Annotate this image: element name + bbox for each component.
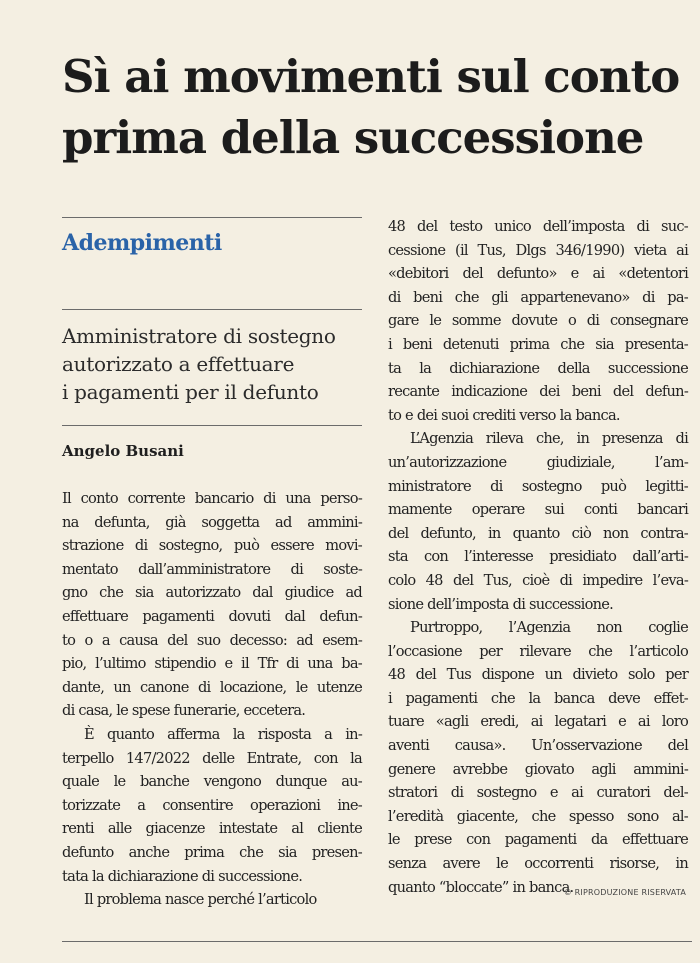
text-line: le prese con pagamenti da effettuare — [388, 831, 688, 849]
text-line: quale le banche vengono dunque au- — [62, 773, 362, 791]
byline: Angelo Busani — [62, 442, 184, 460]
text-line: pio, l’ultimo stipendio e il Tfr di una ba- — [62, 655, 362, 673]
paragraph — [62, 888, 362, 912]
text-line: di beni che gli appartenevano» di pa- — [388, 288, 688, 306]
paragraph — [62, 487, 362, 723]
text-line: senza avere le occorrenti risorse, in — [388, 855, 688, 873]
text-line: recante indicazione dei beni del defun- — [388, 383, 688, 401]
paragraph — [388, 616, 688, 899]
subtitle — [62, 322, 362, 406]
text-line: sta con l’interesse presidiato dall’arti- — [388, 548, 688, 566]
text-line: to o a causa del suo decesso: ad esem- — [62, 631, 362, 649]
rule-top — [62, 217, 362, 218]
text-line: mentato dall’amministratore di soste- — [62, 560, 362, 578]
text-line: dante, un canone di locazione, le utenze — [62, 678, 362, 696]
paragraph — [62, 723, 362, 888]
text-line: cessione (il Tus, Dlgs 346/1990) vieta ai — [388, 241, 688, 259]
rule-byline — [62, 425, 362, 426]
text-line: ta la dichiarazione della successione — [388, 359, 688, 377]
text-line: 48 del Tus dispone un divieto solo per — [388, 666, 688, 684]
text-line: renti alle giacenze intestate al cliente — [62, 820, 362, 838]
text-line: di casa, le spese funerarie, eccetera. — [62, 702, 306, 720]
text-line: colo 48 del Tus, cioè di impedire l’eva- — [388, 571, 688, 589]
text-line: aventi causa». Un’osservazione del — [388, 737, 688, 755]
rule-mid — [62, 309, 362, 310]
text-line: strazione di sostegno, può essere movi- — [62, 537, 362, 555]
text-line: un’autorizzazione giudiziale, l’am- — [388, 453, 688, 471]
headline-line: Sì ai movimenti sul conto — [62, 50, 680, 103]
article-column-1 — [62, 487, 362, 912]
text-line: «debitori del defunto» e ai «detentori — [388, 265, 688, 283]
text-line: terpello 147/2022 delle Entrate, con la — [62, 749, 362, 767]
section-kicker: Adempimenti — [62, 230, 222, 256]
headline — [62, 46, 692, 168]
text-line: l’eredità giacente, che spesso sono al- — [388, 807, 688, 825]
text-line: i beni detenuti prima che sia presenta- — [388, 335, 688, 353]
text-line: sione dell’imposta di successione. — [388, 595, 614, 613]
text-line: L’Agenzia rileva che, in presenza di — [410, 430, 688, 448]
subtitle-line: autorizzato a effettuare — [62, 352, 295, 376]
text-line: Il problema nasce perché l’articolo — [84, 891, 317, 909]
text-line: stratori di sostegno e ai curatori del- — [388, 784, 688, 802]
text-line: tuare «agli eredi, ai legatari e ai loro — [388, 713, 688, 731]
text-line: na defunta, già soggetta ad ammini- — [62, 513, 362, 531]
text-line: Purtroppo, l’Agenzia non coglie — [410, 619, 688, 637]
text-line: effettuare pagamenti dovuti dal defun- — [62, 607, 362, 625]
text-line: defunto anche prima che sia presen- — [62, 843, 362, 861]
rule-bottom — [62, 941, 692, 942]
text-line: gare le somme dovute o di consegnare — [388, 312, 688, 330]
text-line: È quanto afferma la risposta a in- — [84, 725, 362, 743]
article-column-2 — [388, 215, 688, 899]
text-line: ministratore di sostegno può legitti- — [388, 477, 688, 495]
subtitle-line: Amministratore di sostegno — [62, 324, 336, 348]
paragraph — [388, 215, 688, 427]
text-line: l’occasione per rilevare che l’articolo — [388, 642, 688, 660]
text-line: gno che sia autorizzato dal giudice ad — [62, 584, 362, 602]
text-line: quanto “bloccate” in banca. — [388, 878, 574, 896]
copyright-notice: © RIPRODUZIONE RISERVATA — [563, 888, 686, 897]
text-line: torizzate a consentire operazioni ine- — [62, 796, 362, 814]
text-line: mamente operare sui conti bancari — [388, 501, 688, 519]
subtitle-line: i pagamenti per il defunto — [62, 380, 319, 404]
paragraph — [388, 427, 688, 616]
text-line: Il conto corrente bancario di una perso- — [62, 490, 362, 507]
text-line: genere avrebbe giovato agli ammini- — [388, 760, 688, 778]
text-line: i pagamenti che la banca deve effet- — [388, 689, 688, 707]
text-line: to e dei suoi crediti verso la banca. — [388, 406, 620, 424]
text-line: del defunto, in quanto ciò non contra- — [388, 524, 688, 542]
headline-line: prima della successione — [62, 111, 644, 164]
text-line: tata la dichiarazione di successione. — [62, 867, 303, 885]
text-line: 48 del testo unico dell’imposta di suc- — [388, 218, 688, 235]
